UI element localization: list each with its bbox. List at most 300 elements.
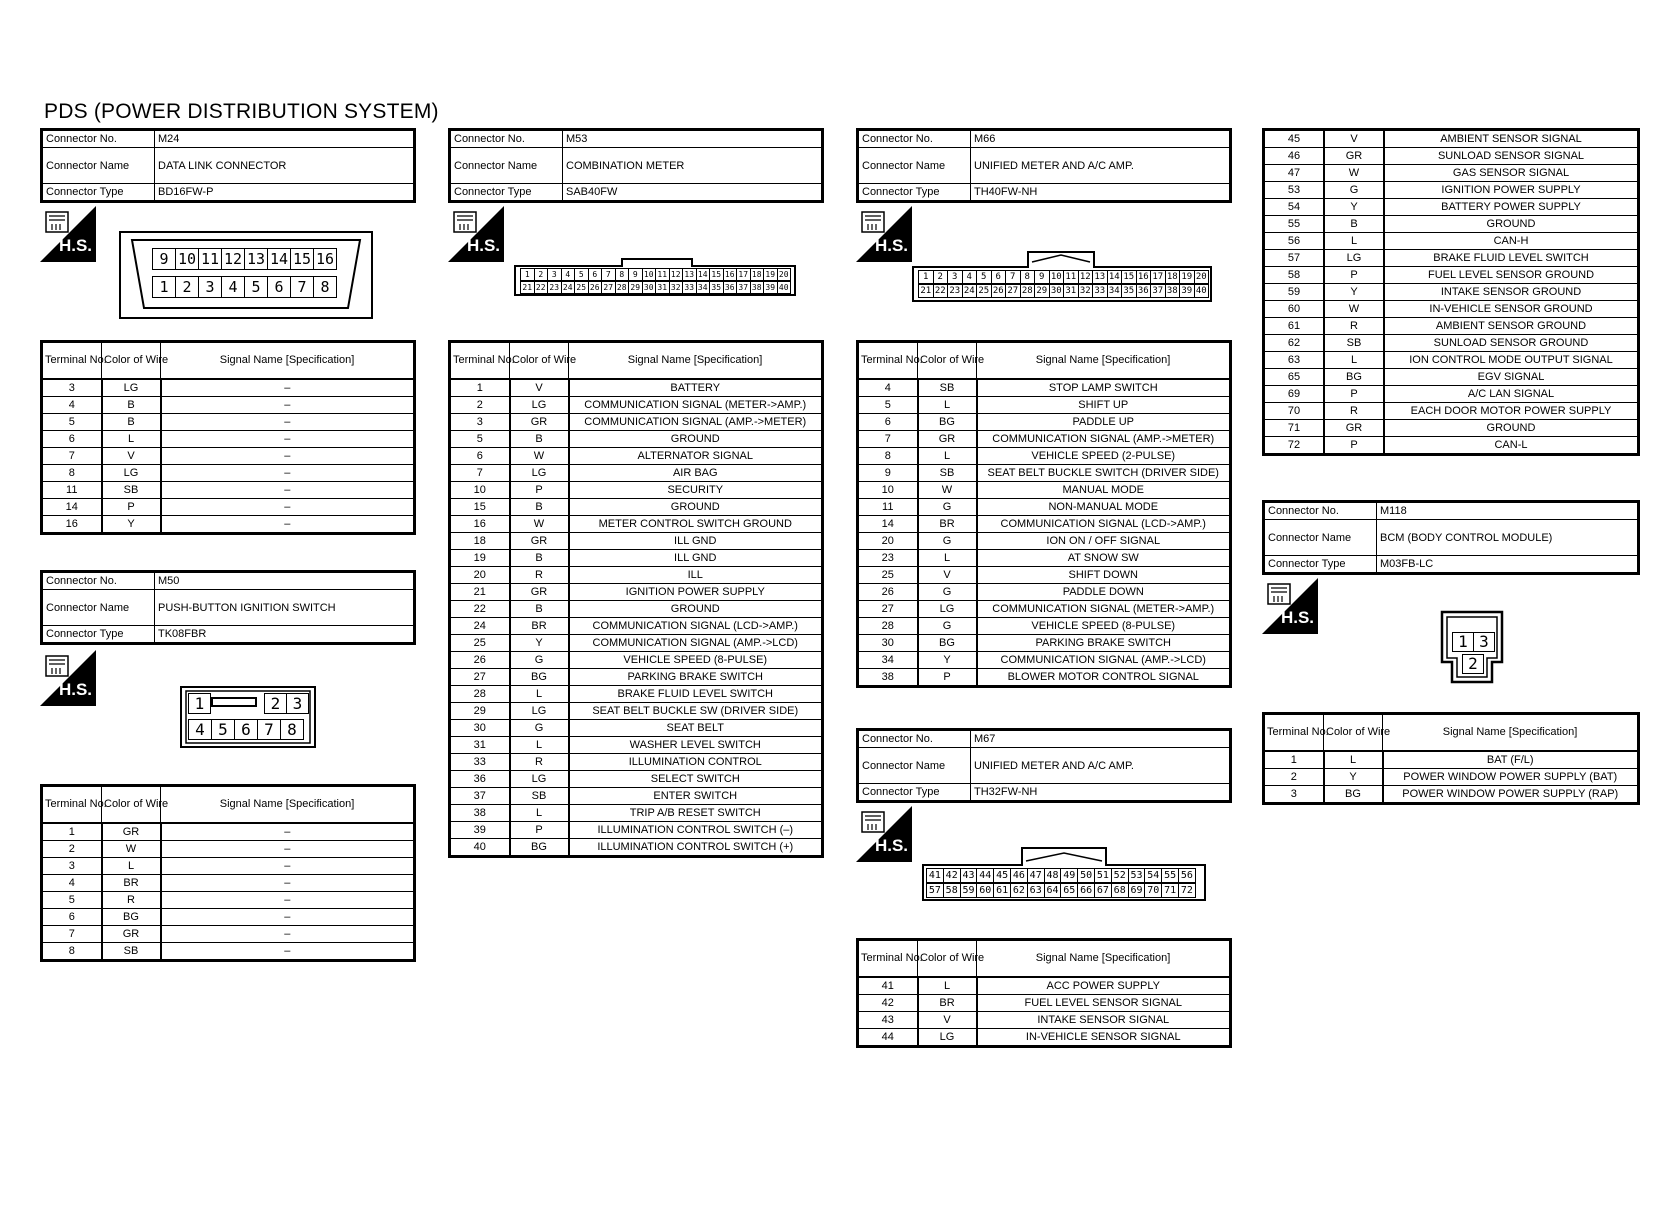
connector-pin: 18	[1165, 270, 1181, 284]
connector-pin: 8	[1020, 270, 1036, 284]
col-terminal-no: Terminal No.	[450, 342, 510, 380]
wire-color-cell: Y	[1324, 769, 1383, 786]
terminal-no-cell: 46	[1264, 148, 1325, 165]
connector-pin: 12	[669, 268, 684, 281]
signal-name-cell: SELECT SWITCH	[569, 771, 823, 788]
table-row	[858, 431, 1231, 448]
connector-pin: 70	[1144, 883, 1162, 898]
connector-pin: 37	[736, 281, 751, 294]
connector-header-m67	[856, 728, 1232, 803]
terminal-no-cell: 8	[42, 465, 102, 482]
signal-name-cell: –	[161, 431, 415, 448]
wire-color-cell: P	[1324, 437, 1384, 455]
connector-pin: 20	[777, 268, 792, 281]
wire-color-cell: B	[510, 601, 569, 618]
connector-no-value: M118	[1377, 502, 1639, 520]
table-row	[42, 482, 415, 499]
wire-color-cell: GR	[918, 431, 977, 448]
wire-color-cell: LG	[510, 397, 569, 414]
connector-pin: 64	[1044, 883, 1062, 898]
connector-pin: 35	[1121, 284, 1137, 298]
signal-name-cell: FUEL LEVEL SENSOR GROUND	[1384, 267, 1639, 284]
terminal-no-cell: 6	[42, 909, 102, 926]
connector-no-value: M50	[155, 572, 415, 590]
connector-pin: 4	[188, 719, 212, 740]
signal-name-cell: ILLUMINATION CONTROL SWITCH (–)	[569, 822, 823, 839]
table-row	[42, 379, 415, 397]
wire-color-cell: LG	[1324, 250, 1384, 267]
label-connector-type: Connector Type	[858, 184, 971, 202]
signal-name-cell: MANUAL MODE	[977, 482, 1231, 499]
hs-label: H.S.	[58, 236, 92, 255]
wire-color-cell: R	[510, 754, 569, 771]
connector-pin: 9	[152, 248, 176, 270]
col-terminal-no: Terminal No.	[858, 940, 918, 978]
wire-color-cell: G	[918, 618, 977, 635]
label-connector-type: Connector Type	[42, 626, 155, 644]
wire-color-cell: G	[1324, 182, 1384, 199]
table-row	[450, 669, 823, 686]
wire-color-cell: W	[1324, 165, 1384, 182]
wire-color-cell: BG	[918, 635, 977, 652]
wire-color-cell: GR	[102, 823, 161, 841]
connector-pin: 8	[615, 268, 630, 281]
wire-color-cell: BG	[510, 839, 569, 857]
signal-name-cell: –	[161, 448, 415, 465]
connector-pin: 16	[313, 248, 337, 270]
terminal-no-cell: 3	[450, 414, 510, 431]
connector-pin: 21	[520, 281, 535, 294]
label-connector-no: Connector No.	[450, 130, 563, 148]
col-signal-name: Signal Name [Specification]	[569, 342, 823, 380]
wire-color-cell: SB	[1324, 335, 1384, 352]
terminal-no-cell: 7	[858, 431, 918, 448]
terminal-no-cell: 26	[858, 584, 918, 601]
wire-color-cell: B	[510, 550, 569, 567]
connector-pin: 16	[1136, 270, 1152, 284]
col-terminal-no: Terminal No.	[42, 342, 102, 380]
signal-name-cell: METER CONTROL SWITCH GROUND	[569, 516, 823, 533]
signal-name-cell: BLOWER MOTOR CONTROL SIGNAL	[977, 669, 1231, 687]
connector-pin: 44	[976, 868, 994, 883]
connector-pin: 61	[993, 883, 1011, 898]
signal-name-cell: –	[161, 482, 415, 499]
label-connector-name: Connector Name	[42, 148, 155, 184]
connector-name-value: DATA LINK CONNECTOR	[155, 148, 415, 184]
connector-pin: 46	[1010, 868, 1028, 883]
connector-type-value: TH40FW-NH	[971, 184, 1231, 202]
table-row	[450, 550, 823, 567]
terminal-no-cell: 38	[858, 669, 918, 687]
wire-color-cell: GR	[510, 584, 569, 601]
connector-pin: 14	[1107, 270, 1123, 284]
signal-name-cell: VEHICLE SPEED (8-PULSE)	[569, 652, 823, 669]
signal-name-cell: COMMUNICATION SIGNAL (AMP.->LCD)	[977, 652, 1231, 669]
table-row	[858, 669, 1231, 687]
terminal-no-cell: 38	[450, 805, 510, 822]
connector-pin: 43	[960, 868, 978, 883]
page-title: PDS (POWER DISTRIBUTION SYSTEM)	[44, 100, 439, 123]
wire-color-cell: P	[102, 499, 161, 516]
table-row	[1264, 199, 1639, 216]
signal-name-cell: –	[161, 465, 415, 482]
connector-pin: 11	[1063, 270, 1079, 284]
table-row	[1264, 233, 1639, 250]
connector-pin: 1	[918, 270, 934, 284]
table-row	[450, 822, 823, 839]
connector-pin: 27	[601, 281, 616, 294]
terminal-no-cell: 23	[858, 550, 918, 567]
terminal-no-cell: 6	[858, 414, 918, 431]
connector-pin: 30	[642, 281, 657, 294]
connector-pin: 5	[574, 268, 589, 281]
connector-pin: 2	[534, 268, 549, 281]
table-row	[1264, 369, 1639, 386]
connector-pin: 13	[244, 248, 268, 270]
col-color-of-wire: Color of Wire	[102, 342, 161, 380]
connector-header-m53	[448, 128, 824, 203]
wire-color-cell: Y	[1324, 284, 1384, 301]
wire-color-cell: LG	[510, 703, 569, 720]
connector-pin: 1	[1452, 632, 1474, 652]
signal-name-cell: AT SNOW SW	[977, 550, 1231, 567]
signal-name-cell: –	[161, 875, 415, 892]
signal-name-cell: ENTER SWITCH	[569, 788, 823, 805]
terminal-no-cell: 37	[450, 788, 510, 805]
signal-name-cell: SECURITY	[569, 482, 823, 499]
connector-pin: 48	[1044, 868, 1062, 883]
table-row	[450, 533, 823, 550]
connector-pin: 6	[991, 270, 1007, 284]
wire-color-cell: Y	[918, 652, 977, 669]
connector-pin: 56	[1178, 868, 1196, 883]
label-connector-name: Connector Name	[1264, 520, 1377, 556]
wire-color-cell: GR	[510, 414, 569, 431]
connector-type-value: TK08FBR	[155, 626, 415, 644]
connector-pin: 51	[1094, 868, 1112, 883]
terminal-no-cell: 59	[1264, 284, 1325, 301]
signal-name-cell: ION ON / OFF SIGNAL	[977, 533, 1231, 550]
signal-name-cell: INTAKE SENSOR GROUND	[1384, 284, 1639, 301]
connector-pin: 26	[588, 281, 603, 294]
table-row	[42, 875, 415, 892]
table-row	[1264, 216, 1639, 233]
wire-color-cell: R	[510, 567, 569, 584]
wire-color-cell: W	[510, 448, 569, 465]
connector-pin: 29	[1034, 284, 1050, 298]
terminal-no-cell: 63	[1264, 352, 1325, 369]
terminal-no-cell: 5	[42, 414, 102, 431]
signal-name-cell: VEHICLE SPEED (2-PULSE)	[977, 448, 1231, 465]
connector-pin: 38	[1165, 284, 1181, 298]
connector-pin: 22	[534, 281, 549, 294]
signal-name-cell: BAT (F/L)	[1383, 751, 1639, 769]
hs-icon	[1262, 578, 1318, 634]
signal-name-cell: AIR BAG	[569, 465, 823, 482]
signal-name-cell: ILL	[569, 567, 823, 584]
wire-color-cell: P	[1324, 267, 1384, 284]
connector-pin: 22	[933, 284, 949, 298]
table-row	[42, 499, 415, 516]
connector-pin: 19	[1179, 270, 1195, 284]
col-signal-name: Signal Name [Specification]	[161, 342, 415, 380]
table-row	[858, 550, 1231, 567]
connector-pin: 25	[976, 284, 992, 298]
table-row	[858, 499, 1231, 516]
connector-pin: 7	[257, 719, 281, 740]
hs-label: H.S.	[874, 236, 908, 255]
col-terminal-no: Terminal No.	[1264, 714, 1324, 752]
terminal-table-m118	[1262, 712, 1640, 805]
signal-name-cell: COMMUNICATION SIGNAL (METER->AMP.)	[977, 601, 1231, 618]
connector-pin: 7	[1005, 270, 1021, 284]
table-row	[450, 516, 823, 533]
wire-color-cell: R	[102, 892, 161, 909]
connector-pin: 9	[628, 268, 643, 281]
terminal-no-cell: 72	[1264, 437, 1325, 455]
connector-pin: 40	[1194, 284, 1210, 298]
wire-color-cell: LG	[510, 771, 569, 788]
connector-pin: 68	[1111, 883, 1129, 898]
connector-pin: 34	[696, 281, 711, 294]
signal-name-cell: BATTERY	[569, 379, 823, 397]
label-connector-type: Connector Type	[858, 784, 971, 802]
terminal-no-cell: 18	[450, 533, 510, 550]
connector-pin: 28	[1020, 284, 1036, 298]
wire-color-cell: BG	[918, 414, 977, 431]
connector-pin: 3	[286, 693, 309, 714]
connector-pin: 3	[547, 268, 562, 281]
terminal-table-m24	[40, 340, 416, 535]
wire-color-cell: BG	[102, 909, 161, 926]
terminal-no-cell: 16	[450, 516, 510, 533]
wire-color-cell: W	[918, 482, 977, 499]
terminal-no-cell: 42	[858, 995, 918, 1012]
terminal-no-cell: 56	[1264, 233, 1325, 250]
table-row	[450, 720, 823, 737]
table-row	[858, 465, 1231, 482]
table-row	[858, 601, 1231, 618]
connector-pin: 72	[1178, 883, 1196, 898]
table-row	[1264, 786, 1639, 804]
connector-pin: 18	[750, 268, 765, 281]
table-row	[858, 584, 1231, 601]
terminal-no-cell: 11	[42, 482, 102, 499]
wire-color-cell: SB	[102, 943, 161, 961]
signal-name-cell: COMMUNICATION SIGNAL (AMP.->LCD)	[569, 635, 823, 652]
table-row	[450, 771, 823, 788]
signal-name-cell: –	[161, 943, 415, 961]
wire-color-cell: BR	[510, 618, 569, 635]
terminal-no-cell: 7	[42, 448, 102, 465]
terminal-no-cell: 8	[858, 448, 918, 465]
table-row	[450, 839, 823, 857]
signal-name-cell: IGNITION POWER SUPPLY	[569, 584, 823, 601]
connector-pin: 36	[723, 281, 738, 294]
connector-pin: 14	[267, 248, 291, 270]
connector-diagram-m53	[514, 256, 796, 296]
wire-color-cell: LG	[918, 1029, 977, 1047]
terminal-no-cell: 19	[450, 550, 510, 567]
table-row	[42, 465, 415, 482]
connector-pin: 4	[962, 270, 978, 284]
signal-name-cell: –	[161, 909, 415, 926]
table-row	[1264, 751, 1639, 769]
signal-name-cell: IN-VEHICLE SENSOR SIGNAL	[977, 1029, 1231, 1047]
terminal-no-cell: 30	[858, 635, 918, 652]
label-connector-no: Connector No.	[858, 130, 971, 148]
col-color-of-wire: Color of Wire	[102, 786, 161, 824]
label-connector-name: Connector Name	[858, 148, 971, 184]
connector-type-value: M03FB-LC	[1377, 556, 1639, 574]
wire-color-cell: V	[1324, 130, 1384, 148]
terminal-no-cell: 45	[1264, 130, 1325, 148]
wire-color-cell: P	[510, 482, 569, 499]
terminal-no-cell: 41	[858, 977, 918, 995]
connector-pin: 58	[943, 883, 961, 898]
connector-pin: 1	[520, 268, 535, 281]
terminal-no-cell: 53	[1264, 182, 1325, 199]
connector-pin: 7	[601, 268, 616, 281]
hs-icon	[856, 806, 912, 862]
col-color-of-wire: Color of Wire	[510, 342, 569, 380]
table-row	[858, 379, 1231, 397]
table-row	[858, 1029, 1231, 1047]
connector-header-m50	[40, 570, 416, 645]
connector-pin: 23	[547, 281, 562, 294]
wire-color-cell: L	[1324, 233, 1384, 250]
connector-pin: 7	[290, 276, 314, 298]
terminal-no-cell: 2	[42, 841, 102, 858]
table-row	[858, 1012, 1231, 1029]
table-row	[42, 909, 415, 926]
signal-name-cell: –	[161, 892, 415, 909]
hs-label: H.S.	[874, 836, 908, 855]
connector-pin: 9	[1034, 270, 1050, 284]
connector-pin: 3	[198, 276, 222, 298]
signal-name-cell: WASHER LEVEL SWITCH	[569, 737, 823, 754]
wire-color-cell: GR	[510, 533, 569, 550]
terminal-no-cell: 10	[450, 482, 510, 499]
wire-color-cell: P	[510, 822, 569, 839]
connector-pin: 4	[221, 276, 245, 298]
connector-pin: 6	[588, 268, 603, 281]
table-row	[42, 397, 415, 414]
terminal-no-cell: 3	[42, 379, 102, 397]
connector-pin: 12	[1078, 270, 1094, 284]
signal-name-cell: IN-VEHICLE SENSOR GROUND	[1384, 301, 1639, 318]
connector-pin: 15	[709, 268, 724, 281]
connector-pin: 27	[1005, 284, 1021, 298]
signal-name-cell: PADDLE UP	[977, 414, 1231, 431]
signal-name-cell: GROUND	[1384, 420, 1639, 437]
table-row	[858, 448, 1231, 465]
connector-pin: 63	[1027, 883, 1045, 898]
terminal-no-cell: 62	[1264, 335, 1325, 352]
connector-pin: 47	[1027, 868, 1045, 883]
wire-color-cell: W	[510, 516, 569, 533]
terminal-no-cell: 16	[42, 516, 102, 534]
signal-name-cell: –	[161, 926, 415, 943]
signal-name-cell: A/C LAN SIGNAL	[1384, 386, 1639, 403]
wire-color-cell: GR	[1324, 420, 1384, 437]
wire-color-cell: L	[1324, 751, 1383, 769]
terminal-no-cell: 25	[858, 567, 918, 584]
terminal-table-m66	[856, 340, 1232, 688]
terminal-no-cell: 36	[450, 771, 510, 788]
wire-color-cell: G	[918, 533, 977, 550]
terminal-no-cell: 4	[42, 875, 102, 892]
connector-pin: 2	[1462, 654, 1484, 674]
hs-label: H.S.	[1280, 608, 1314, 627]
terminal-no-cell: 6	[42, 431, 102, 448]
table-row	[858, 567, 1231, 584]
wire-color-cell: LG	[102, 379, 161, 397]
wire-color-cell: R	[1324, 403, 1384, 420]
connector-name-value: UNIFIED METER AND A/C AMP.	[971, 148, 1231, 184]
terminal-no-cell: 57	[1264, 250, 1325, 267]
terminal-no-cell: 33	[450, 754, 510, 771]
signal-name-cell: POWER WINDOW POWER SUPPLY (RAP)	[1383, 786, 1639, 804]
terminal-no-cell: 14	[42, 499, 102, 516]
connector-pin: 3	[1473, 632, 1495, 652]
signal-name-cell: –	[161, 516, 415, 534]
wire-color-cell: V	[918, 1012, 977, 1029]
wire-color-cell: BG	[1324, 786, 1383, 804]
connector-pin: 31	[655, 281, 670, 294]
connector-pin: 32	[669, 281, 684, 294]
connector-pin: 10	[175, 248, 199, 270]
signal-name-cell: NON-MANUAL MODE	[977, 499, 1231, 516]
terminal-no-cell: 2	[1264, 769, 1324, 786]
hs-icon	[448, 206, 504, 262]
signal-name-cell: COMMUNICATION SIGNAL (AMP.->METER)	[977, 431, 1231, 448]
table-row	[42, 943, 415, 961]
table-row	[1264, 130, 1639, 148]
hs-label: H.S.	[466, 236, 500, 255]
wire-color-cell: L	[918, 397, 977, 414]
label-connector-no: Connector No.	[42, 130, 155, 148]
connector-pin: 49	[1060, 868, 1078, 883]
terminal-no-cell: 31	[450, 737, 510, 754]
label-connector-name: Connector Name	[450, 148, 563, 184]
signal-name-cell: –	[161, 823, 415, 841]
table-row	[42, 431, 415, 448]
wire-color-cell: B	[102, 397, 161, 414]
connector-pin: 13	[682, 268, 697, 281]
table-row	[1264, 267, 1639, 284]
connector-pin: 16	[723, 268, 738, 281]
terminal-no-cell: 1	[42, 823, 102, 841]
wire-color-cell: L	[510, 686, 569, 703]
wire-color-cell: L	[510, 805, 569, 822]
table-row	[1264, 769, 1639, 786]
signal-name-cell: IGNITION POWER SUPPLY	[1384, 182, 1639, 199]
connector-pin: 12	[221, 248, 245, 270]
connector-pin: 50	[1077, 868, 1095, 883]
terminal-no-cell: 65	[1264, 369, 1325, 386]
connector-pin: 29	[628, 281, 643, 294]
label-connector-type: Connector Type	[450, 184, 563, 202]
connector-name-value: BCM (BODY CONTROL MODULE)	[1377, 520, 1639, 556]
terminal-no-cell: 54	[1264, 199, 1325, 216]
terminal-no-cell: 28	[450, 686, 510, 703]
table-row	[450, 737, 823, 754]
terminal-no-cell: 21	[450, 584, 510, 601]
wire-color-cell: P	[918, 669, 977, 687]
table-row	[1264, 165, 1639, 182]
wire-color-cell: B	[510, 431, 569, 448]
